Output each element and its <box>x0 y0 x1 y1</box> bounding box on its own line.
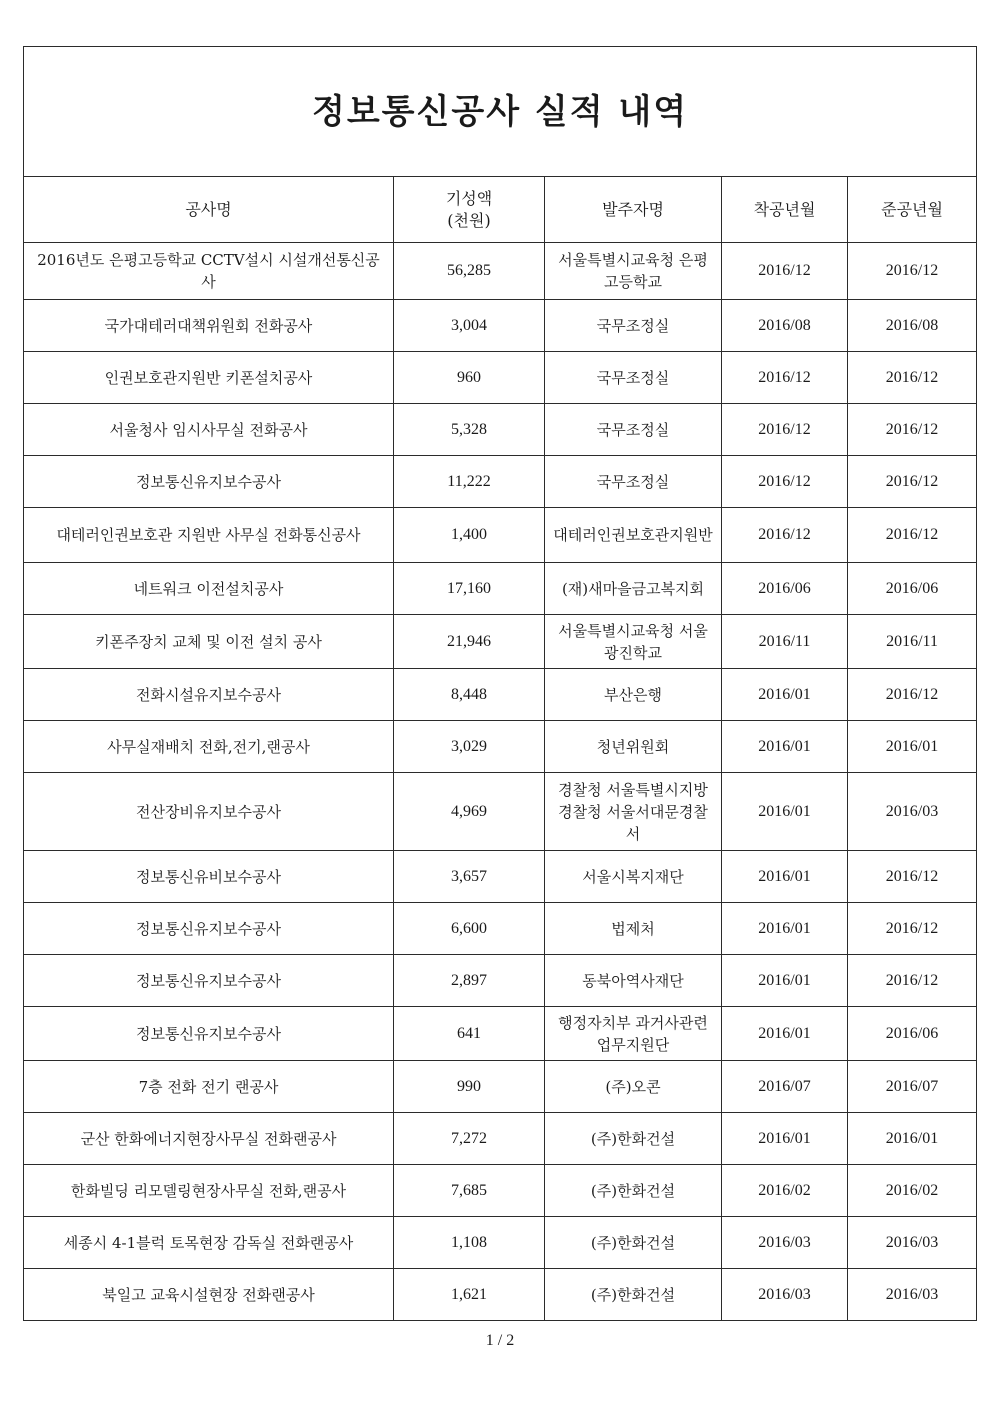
cell-start-date: 2016/12 <box>722 243 848 300</box>
header-amount <box>394 177 545 243</box>
cell-amount: 641 <box>394 1007 545 1061</box>
page-number: 1 / 2 <box>485 1332 515 1349</box>
table-row <box>24 851 977 903</box>
cell-client: 대테러인권보호관지원반 <box>545 508 722 563</box>
cell-end-date: 2016/03 <box>848 1217 977 1269</box>
cell-start-date: 2016/03 <box>722 1269 848 1321</box>
cell-client: (주)한화건설 <box>545 1269 722 1321</box>
header-start-date: 착공년월 <box>722 177 848 243</box>
cell-amount: 17,160 <box>394 563 545 615</box>
cell-start-date: 2016/11 <box>722 615 848 669</box>
cell-client: 국무조정실 <box>545 352 722 404</box>
cell-client: 서울특별시교육청 은평고등학교 <box>545 243 722 300</box>
cell-client: 경찰청 서울특별시지방경찰청 서울서대문경찰서 <box>545 773 722 851</box>
cell-project-name: 인권보호관지원반 키폰설치공사 <box>24 352 394 404</box>
header-client: 발주자명 <box>545 177 722 243</box>
cell-end-date: 2016/12 <box>848 243 977 300</box>
cell-project-name: 정보통신유지보수공사 <box>24 903 394 955</box>
cell-end-date: 2016/08 <box>848 300 977 352</box>
header-project-name: 공사명 <box>24 177 394 243</box>
table-row <box>24 1165 977 1217</box>
performance-table <box>23 46 977 1321</box>
cell-client: 청년위원회 <box>545 721 722 773</box>
cell-client: (주)한화건설 <box>545 1113 722 1165</box>
cell-project-name: 국가대테러대책위원회 전화공사 <box>24 300 394 352</box>
cell-amount: 11,222 <box>394 456 545 508</box>
title-row <box>24 47 977 177</box>
cell-project-name: 정보통신유지보수공사 <box>24 456 394 508</box>
cell-amount: 1,108 <box>394 1217 545 1269</box>
cell-start-date: 2016/01 <box>722 1113 848 1165</box>
cell-end-date: 2016/12 <box>848 508 977 563</box>
page-title: 정보통신공사 실적 내역 <box>24 47 977 177</box>
table-row <box>24 1217 977 1269</box>
cell-start-date: 2016/01 <box>722 955 848 1007</box>
cell-project-name: 세종시 4-1블럭 토목현장 감독실 전화랜공사 <box>24 1217 394 1269</box>
cell-start-date: 2016/01 <box>722 773 848 851</box>
cell-start-date: 2016/01 <box>722 851 848 903</box>
cell-amount: 21,946 <box>394 615 545 669</box>
cell-project-name: 2016년도 은평고등학교 CCTV설시 시설개선통신공사 <box>24 243 394 300</box>
table-row <box>24 1269 977 1321</box>
cell-end-date: 2016/03 <box>848 773 977 851</box>
table-row <box>24 773 977 851</box>
cell-project-name: 정보통신유비보수공사 <box>24 851 394 903</box>
cell-start-date: 2016/12 <box>722 404 848 456</box>
table-row <box>24 404 977 456</box>
cell-client: (주)한화건설 <box>545 1165 722 1217</box>
cell-amount: 1,621 <box>394 1269 545 1321</box>
cell-start-date: 2016/01 <box>722 903 848 955</box>
cell-amount: 1,400 <box>394 508 545 563</box>
cell-end-date: 2016/12 <box>848 669 977 721</box>
cell-project-name: 네트워크 이전설치공사 <box>24 563 394 615</box>
table-row <box>24 955 977 1007</box>
cell-amount: 2,897 <box>394 955 545 1007</box>
header-row <box>24 177 977 243</box>
table-row <box>24 563 977 615</box>
cell-end-date: 2016/11 <box>848 615 977 669</box>
cell-start-date: 2016/07 <box>722 1061 848 1113</box>
cell-project-name: 서울청사 임시사무실 전화공사 <box>24 404 394 456</box>
table-row <box>24 721 977 773</box>
cell-project-name: 전산장비유지보수공사 <box>24 773 394 851</box>
table-row <box>24 456 977 508</box>
cell-project-name: 키폰주장치 교체 및 이전 설치 공사 <box>24 615 394 669</box>
cell-end-date: 2016/12 <box>848 903 977 955</box>
cell-client: 서울시복지재단 <box>545 851 722 903</box>
cell-client: (주)한화건설 <box>545 1217 722 1269</box>
cell-end-date: 2016/01 <box>848 1113 977 1165</box>
cell-amount: 8,448 <box>394 669 545 721</box>
cell-amount: 3,029 <box>394 721 545 773</box>
cell-start-date: 2016/06 <box>722 563 848 615</box>
cell-end-date: 2016/12 <box>848 352 977 404</box>
cell-amount: 7,685 <box>394 1165 545 1217</box>
cell-end-date: 2016/02 <box>848 1165 977 1217</box>
table-row <box>24 1113 977 1165</box>
cell-amount: 7,272 <box>394 1113 545 1165</box>
cell-end-date: 2016/12 <box>848 851 977 903</box>
table-row <box>24 508 977 563</box>
cell-start-date: 2016/01 <box>722 1007 848 1061</box>
cell-client: 국무조정실 <box>545 300 722 352</box>
cell-amount: 6,600 <box>394 903 545 955</box>
cell-client: 법제처 <box>545 903 722 955</box>
cell-project-name: 군산 한화에너지현장사무실 전화랜공사 <box>24 1113 394 1165</box>
cell-client: 동북아역사재단 <box>545 955 722 1007</box>
cell-client: (주)오콘 <box>545 1061 722 1113</box>
cell-amount: 990 <box>394 1061 545 1113</box>
cell-amount: 5,328 <box>394 404 545 456</box>
cell-project-name: 전화시설유지보수공사 <box>24 669 394 721</box>
table-row <box>24 352 977 404</box>
cell-start-date: 2016/12 <box>722 456 848 508</box>
cell-start-date: 2016/01 <box>722 721 848 773</box>
cell-start-date: 2016/01 <box>722 669 848 721</box>
cell-client: (재)새마을금고복지회 <box>545 563 722 615</box>
cell-start-date: 2016/08 <box>722 300 848 352</box>
header-amount-unit: (천원) <box>447 210 491 230</box>
cell-end-date: 2016/06 <box>848 563 977 615</box>
cell-amount: 3,657 <box>394 851 545 903</box>
cell-project-name: 정보통신유지보수공사 <box>24 955 394 1007</box>
cell-end-date: 2016/01 <box>848 721 977 773</box>
cell-end-date: 2016/07 <box>848 1061 977 1113</box>
cell-client: 행정자치부 과거사관련업무지원단 <box>545 1007 722 1061</box>
cell-project-name: 한화빌딩 리모델링현장사무실 전화,랜공사 <box>24 1165 394 1217</box>
cell-client: 국무조정실 <box>545 404 722 456</box>
table-row <box>24 300 977 352</box>
cell-project-name: 대테러인권보호관 지원반 사무실 전화통신공사 <box>24 508 394 563</box>
table-row <box>24 1007 977 1061</box>
cell-end-date: 2016/12 <box>848 955 977 1007</box>
cell-amount: 3,004 <box>394 300 545 352</box>
table-row <box>24 903 977 955</box>
cell-end-date: 2016/03 <box>848 1269 977 1321</box>
table-row <box>24 669 977 721</box>
document-sheet <box>23 46 976 1321</box>
cell-client: 부산은행 <box>545 669 722 721</box>
cell-start-date: 2016/02 <box>722 1165 848 1217</box>
cell-amount: 56,285 <box>394 243 545 300</box>
cell-start-date: 2016/12 <box>722 508 848 563</box>
cell-project-name: 사무실재배치 전화,전기,랜공사 <box>24 721 394 773</box>
cell-client: 국무조정실 <box>545 456 722 508</box>
cell-end-date: 2016/06 <box>848 1007 977 1061</box>
cell-end-date: 2016/12 <box>848 404 977 456</box>
header-amount-label: 기성액 <box>445 188 493 208</box>
cell-end-date: 2016/12 <box>848 456 977 508</box>
cell-start-date: 2016/03 <box>722 1217 848 1269</box>
cell-amount: 4,969 <box>394 773 545 851</box>
cell-amount: 960 <box>394 352 545 404</box>
table-row <box>24 615 977 669</box>
cell-start-date: 2016/12 <box>722 352 848 404</box>
table-row <box>24 1061 977 1113</box>
cell-project-name: 7층 전화 전기 랜공사 <box>24 1061 394 1113</box>
cell-project-name: 정보통신유지보수공사 <box>24 1007 394 1061</box>
cell-project-name: 북일고 교육시설현장 전화랜공사 <box>24 1269 394 1321</box>
header-end-date: 준공년월 <box>848 177 977 243</box>
table-row <box>24 243 977 300</box>
cell-client: 서울특별시교육청 서울광진학교 <box>545 615 722 669</box>
